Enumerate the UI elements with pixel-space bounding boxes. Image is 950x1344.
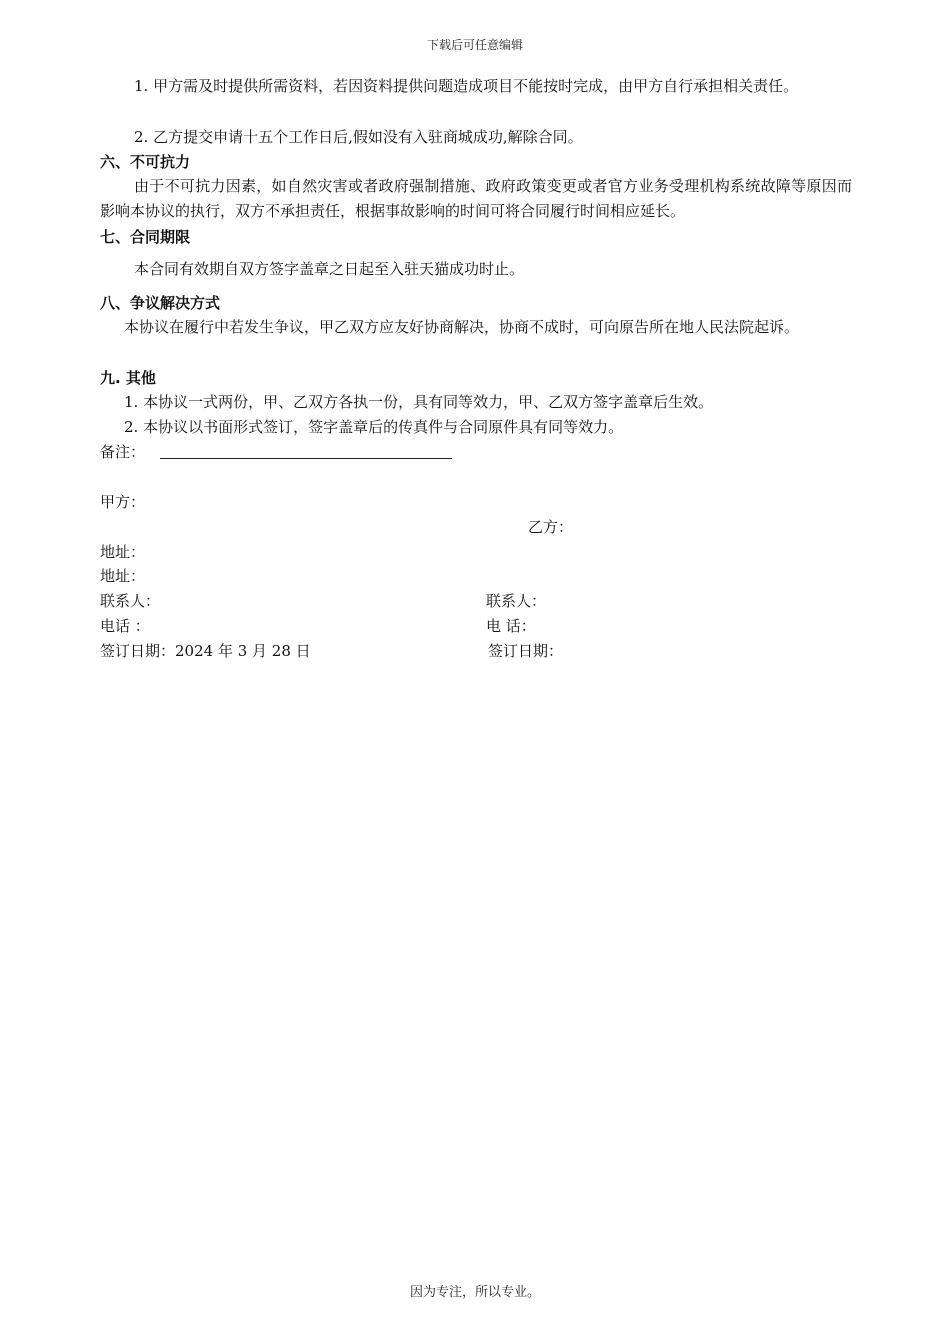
party-b-sign-date: 签订日期： <box>488 642 564 660</box>
party-a-contact: 联系人： <box>100 592 161 610</box>
clause-5-item-1: 1. 甲方需及时提供所需资料，若因资料提供问题造成项目不能按时完成，由甲方自行承担相关责任。 <box>134 77 799 95</box>
section-6-body: 由于不可抗力因素，如自然灾害或者政府强制措施、政府政策变更或者官方业务受理机构系统故障等原因而影响本协议的执行，双方不承担责任，根据事故影响的时间可将合同履行时间相应延长。 <box>100 177 852 220</box>
page-header: 下载后可任意编辑 <box>426 38 523 52</box>
section-8-title: 八、争议解决方式 <box>100 294 221 312</box>
clause-5-item-2: 2. 乙方提交申请十五个工作日后,假如没有入驻商城成功,解除合同。 <box>134 128 583 146</box>
party-a-label: 甲方： <box>100 493 146 511</box>
party-b-phone: 电 话： <box>486 617 536 635</box>
party-a-sign-date: 签订日期：2024 年 3 月 28 日 <box>100 642 311 660</box>
section-9-item-1: 1. 本协议一式两份，甲、乙双方各执一份，具有同等效力，甲、乙双方签字盖章后生效。 <box>124 393 714 411</box>
page-footer: 因为专注，所以专业。 <box>409 1285 540 1300</box>
party-b-contact: 联系人： <box>486 592 547 610</box>
section-9-title: 九. 其他 <box>100 369 156 387</box>
remarks-label: 备注： <box>100 443 146 461</box>
party-a-address: 地址： <box>100 543 146 561</box>
section-7-title: 七、合同期限 <box>100 228 191 246</box>
section-9-item-2: 2. 本协议以书面形式签订，签字盖章后的传真件与合同原件具有同等效力。 <box>124 418 624 436</box>
section-7-body: 本合同有效期自双方签字盖章之日起至入驻天猫成功时止。 <box>134 260 525 278</box>
section-8-body: 本协议在履行中若发生争议，甲乙双方应友好协商解决，协商不成时，可向原告所在地人民法院起诉。 <box>124 318 800 336</box>
remarks-underline <box>160 458 452 459</box>
party-a-address-2: 地址： <box>100 567 146 585</box>
party-b-label: 乙方： <box>528 518 574 536</box>
party-a-phone: 电话 ： <box>100 617 150 635</box>
section-6-title: 六、不可抗力 <box>100 153 191 171</box>
